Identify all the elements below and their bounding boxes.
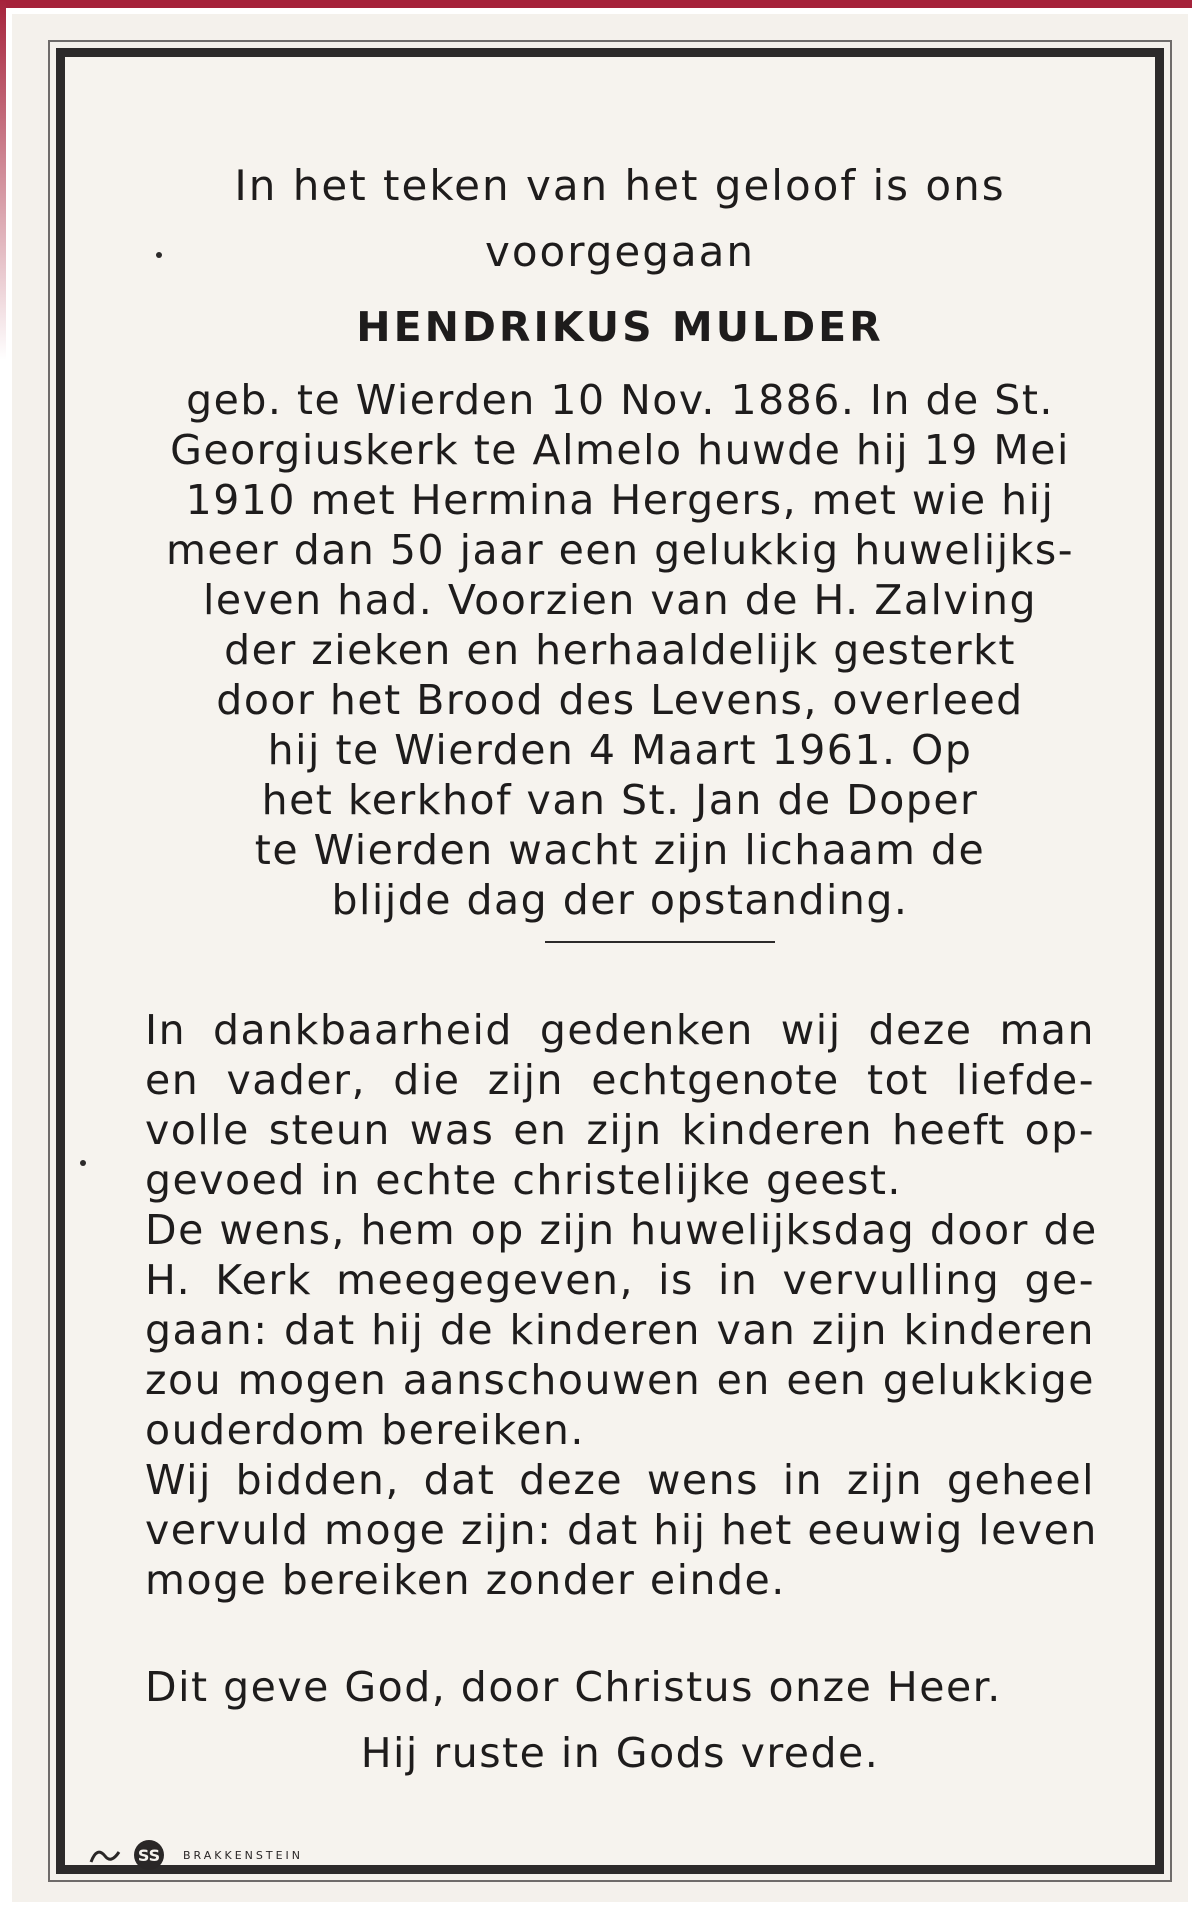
- biography-line: hij te Wierden 4 Maart 1961. Op: [267, 726, 973, 774]
- deceased-name: HENDRIKUS MULDER: [356, 303, 884, 351]
- intro-line-1: In het teken van het geloof is ons: [234, 161, 1006, 210]
- biography-line: leven had. Voorzien van de H. Zalving: [203, 576, 1037, 624]
- memorial-card: [12, 14, 1188, 1902]
- memorial-line: volle steun was en zijn kinderen heeft op-: [145, 1106, 1095, 1154]
- biography-line: door het Brood des Levens, overleed: [216, 676, 1024, 724]
- black-border-frame: [56, 48, 1164, 1874]
- biography-paragraph: [145, 375, 1095, 925]
- memorial-line: gevoed in echte christelijke geest.: [145, 1156, 902, 1204]
- memorial-line: In dankbaarheid gedenken wij deze man: [145, 1006, 1095, 1054]
- memorial-line: en vader, die zijn echtgenote tot liefde-: [145, 1056, 1095, 1104]
- memorial-paragraph: [145, 1005, 1098, 1605]
- biography-line: geb. te Wierden 10 Nov. 1886. In de St.: [186, 376, 1054, 424]
- ink-speck: [80, 1160, 86, 1166]
- section-divider: [545, 941, 775, 943]
- memorial-line: vervuld moge zijn: dat hij het eeuwig leven: [145, 1506, 1098, 1554]
- red-card-edge: [6, 0, 1192, 8]
- intro-line-2: voorgegaan: [484, 227, 756, 276]
- memorial-line: gaan: dat hij de kinderen van zijn kinderen: [145, 1306, 1095, 1354]
- closing-prayer: Dit geve God, door Christus onze Heer.: [145, 1663, 1002, 1711]
- memorial-line: moge bereiken zonder einde.: [145, 1556, 786, 1604]
- intro-text: [125, 153, 1115, 285]
- closing-section: [145, 1657, 1095, 1783]
- biography-line: te Wierden wacht zijn lichaam de: [254, 826, 986, 874]
- biography-line: der zieken en herhaaldelijk gesterkt: [224, 626, 1016, 674]
- ink-speck: [156, 252, 162, 258]
- rest-in-peace: Hij ruste in Gods vrede.: [360, 1729, 880, 1777]
- printer-name: BRAKKENSTEIN: [183, 1848, 303, 1862]
- memorial-line: ouderdom bereiken.: [145, 1406, 585, 1454]
- svg-text:SS: SS: [137, 1846, 161, 1865]
- memorial-line: zou mogen aanschouwen en een gelukkige: [145, 1356, 1095, 1404]
- biography-line: 1910 met Hermina Hergers, met wie hij: [185, 476, 1055, 524]
- memorial-line: De wens, hem op zijn huwelijksdag door de: [145, 1206, 1098, 1254]
- red-card-edge-left: [0, 0, 6, 360]
- biography-line: meer dan 50 jaar een gelukkig huwelijks-: [165, 526, 1074, 574]
- biography-line: Georgiuskerk te Almelo huwde hij 19 Mei: [170, 426, 1070, 474]
- printer-mark: [89, 1835, 303, 1875]
- printer-logo-icon: [89, 1838, 175, 1872]
- memorial-line: Wij bidden, dat deze wens in zijn geheel: [145, 1456, 1095, 1504]
- biography-line: blijde dag der opstanding.: [331, 876, 909, 924]
- memorial-line: H. Kerk meegegeven, is in vervulling ge-: [145, 1256, 1095, 1304]
- biography-line: het kerkhof van St. Jan de Doper: [261, 776, 979, 824]
